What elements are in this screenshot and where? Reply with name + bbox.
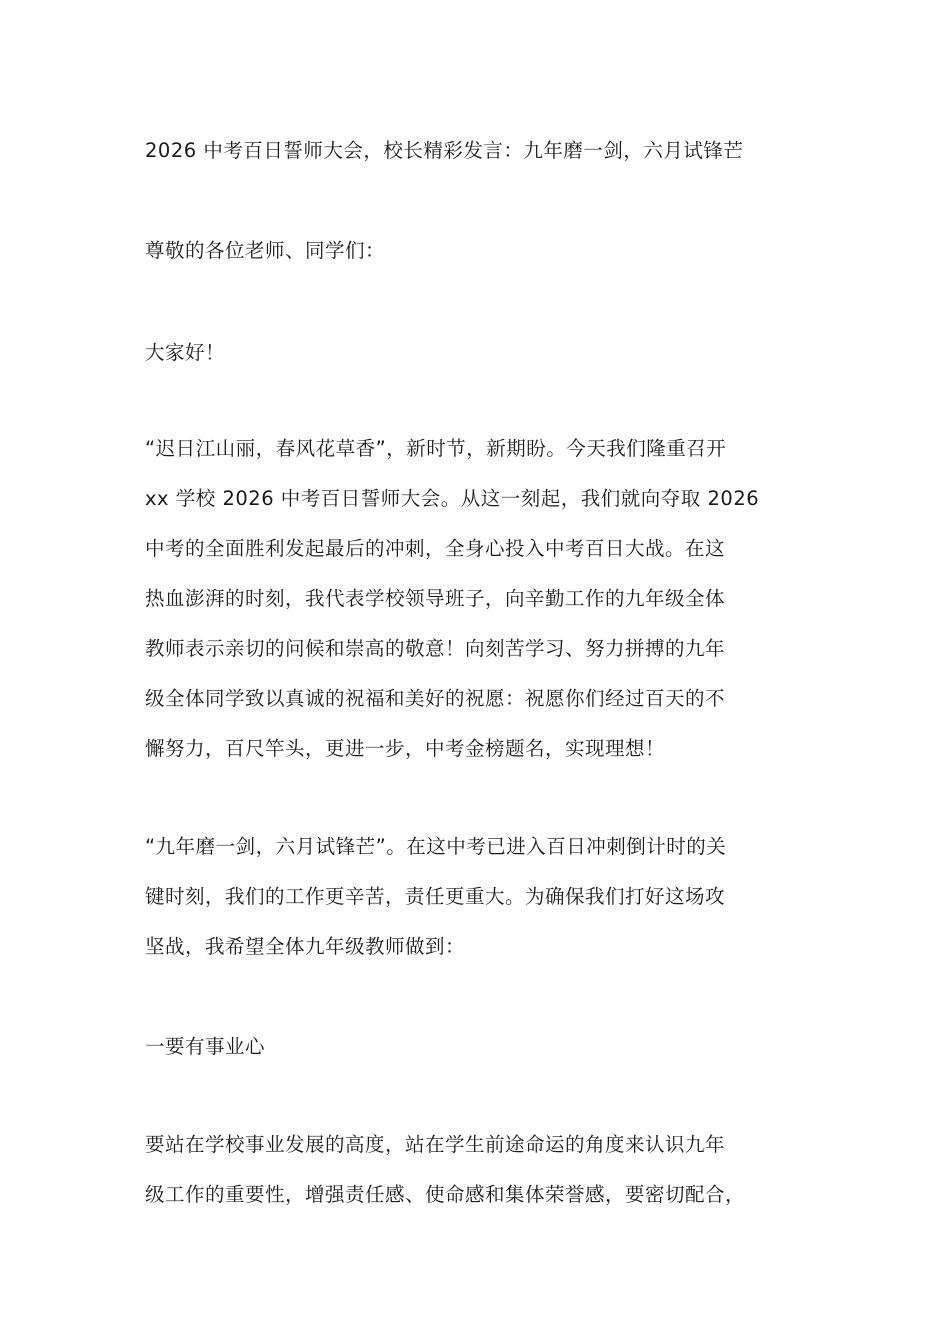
paragraph-line: 教师表示亲切的问候和崇高的敬意！向刻苦学习、努力拼搏的九年 — [145, 637, 726, 660]
paragraph-line: 坚战，我希望全体九年级教师做到： — [145, 935, 466, 958]
paragraph-line: 懈努力，百尺竿头，更进一步，中考金榜题名，实现理想！ — [145, 737, 666, 760]
paragraph-line: “迟日江山丽，春风花草香”，新时节，新期盼。今天我们隆重召开 — [145, 437, 727, 460]
salutation-text: 尊敬的各位老师、同学们： — [145, 239, 386, 262]
paragraph-line: 级工作的重要性，增强责任感、使命感和集体荣誉感，要密切配合， — [145, 1183, 746, 1206]
paragraph-line: xx 学校 2026 中考百日誓师大会。从这一刻起，我们就向夺取 2026 — [145, 487, 760, 510]
salutation — [145, 226, 815, 276]
document-title — [145, 126, 815, 176]
paragraph-line: 级全体同学致以真诚的祝福和美好的祝愿：祝愿你们经过百天的不 — [145, 687, 726, 710]
paragraph-line: 要站在学校事业发展的高度，站在学生前途命运的角度来认识九年 — [145, 1133, 726, 1156]
paragraph-line: 键时刻，我们的工作更辛苦，责任更重大。为确保我们打好这场攻 — [145, 885, 726, 908]
section-heading-text: 一要有事业心 — [145, 1035, 266, 1058]
paragraph-1 — [145, 424, 815, 774]
paragraph-line: 中考的全面胜利发起最后的冲刺，全身心投入中考百日大战。在这 — [145, 537, 726, 560]
paragraph-line: 热血澎湃的时刻，我代表学校领导班子，向辛勤工作的九年级全体 — [145, 587, 726, 610]
paragraph-line: “九年磨一剑，六月试锋芒”。在这中考已进入百日冲刺倒计时的关 — [145, 835, 727, 858]
paragraph-3 — [145, 1120, 815, 1220]
greeting-text: 大家好！ — [145, 341, 226, 364]
paragraph-2 — [145, 822, 815, 972]
greeting — [145, 328, 815, 378]
section-heading — [145, 1022, 815, 1072]
title-text: 2026 中考百日誓师大会，校长精彩发言：九年磨一剑，六月试锋芒 — [145, 139, 744, 162]
